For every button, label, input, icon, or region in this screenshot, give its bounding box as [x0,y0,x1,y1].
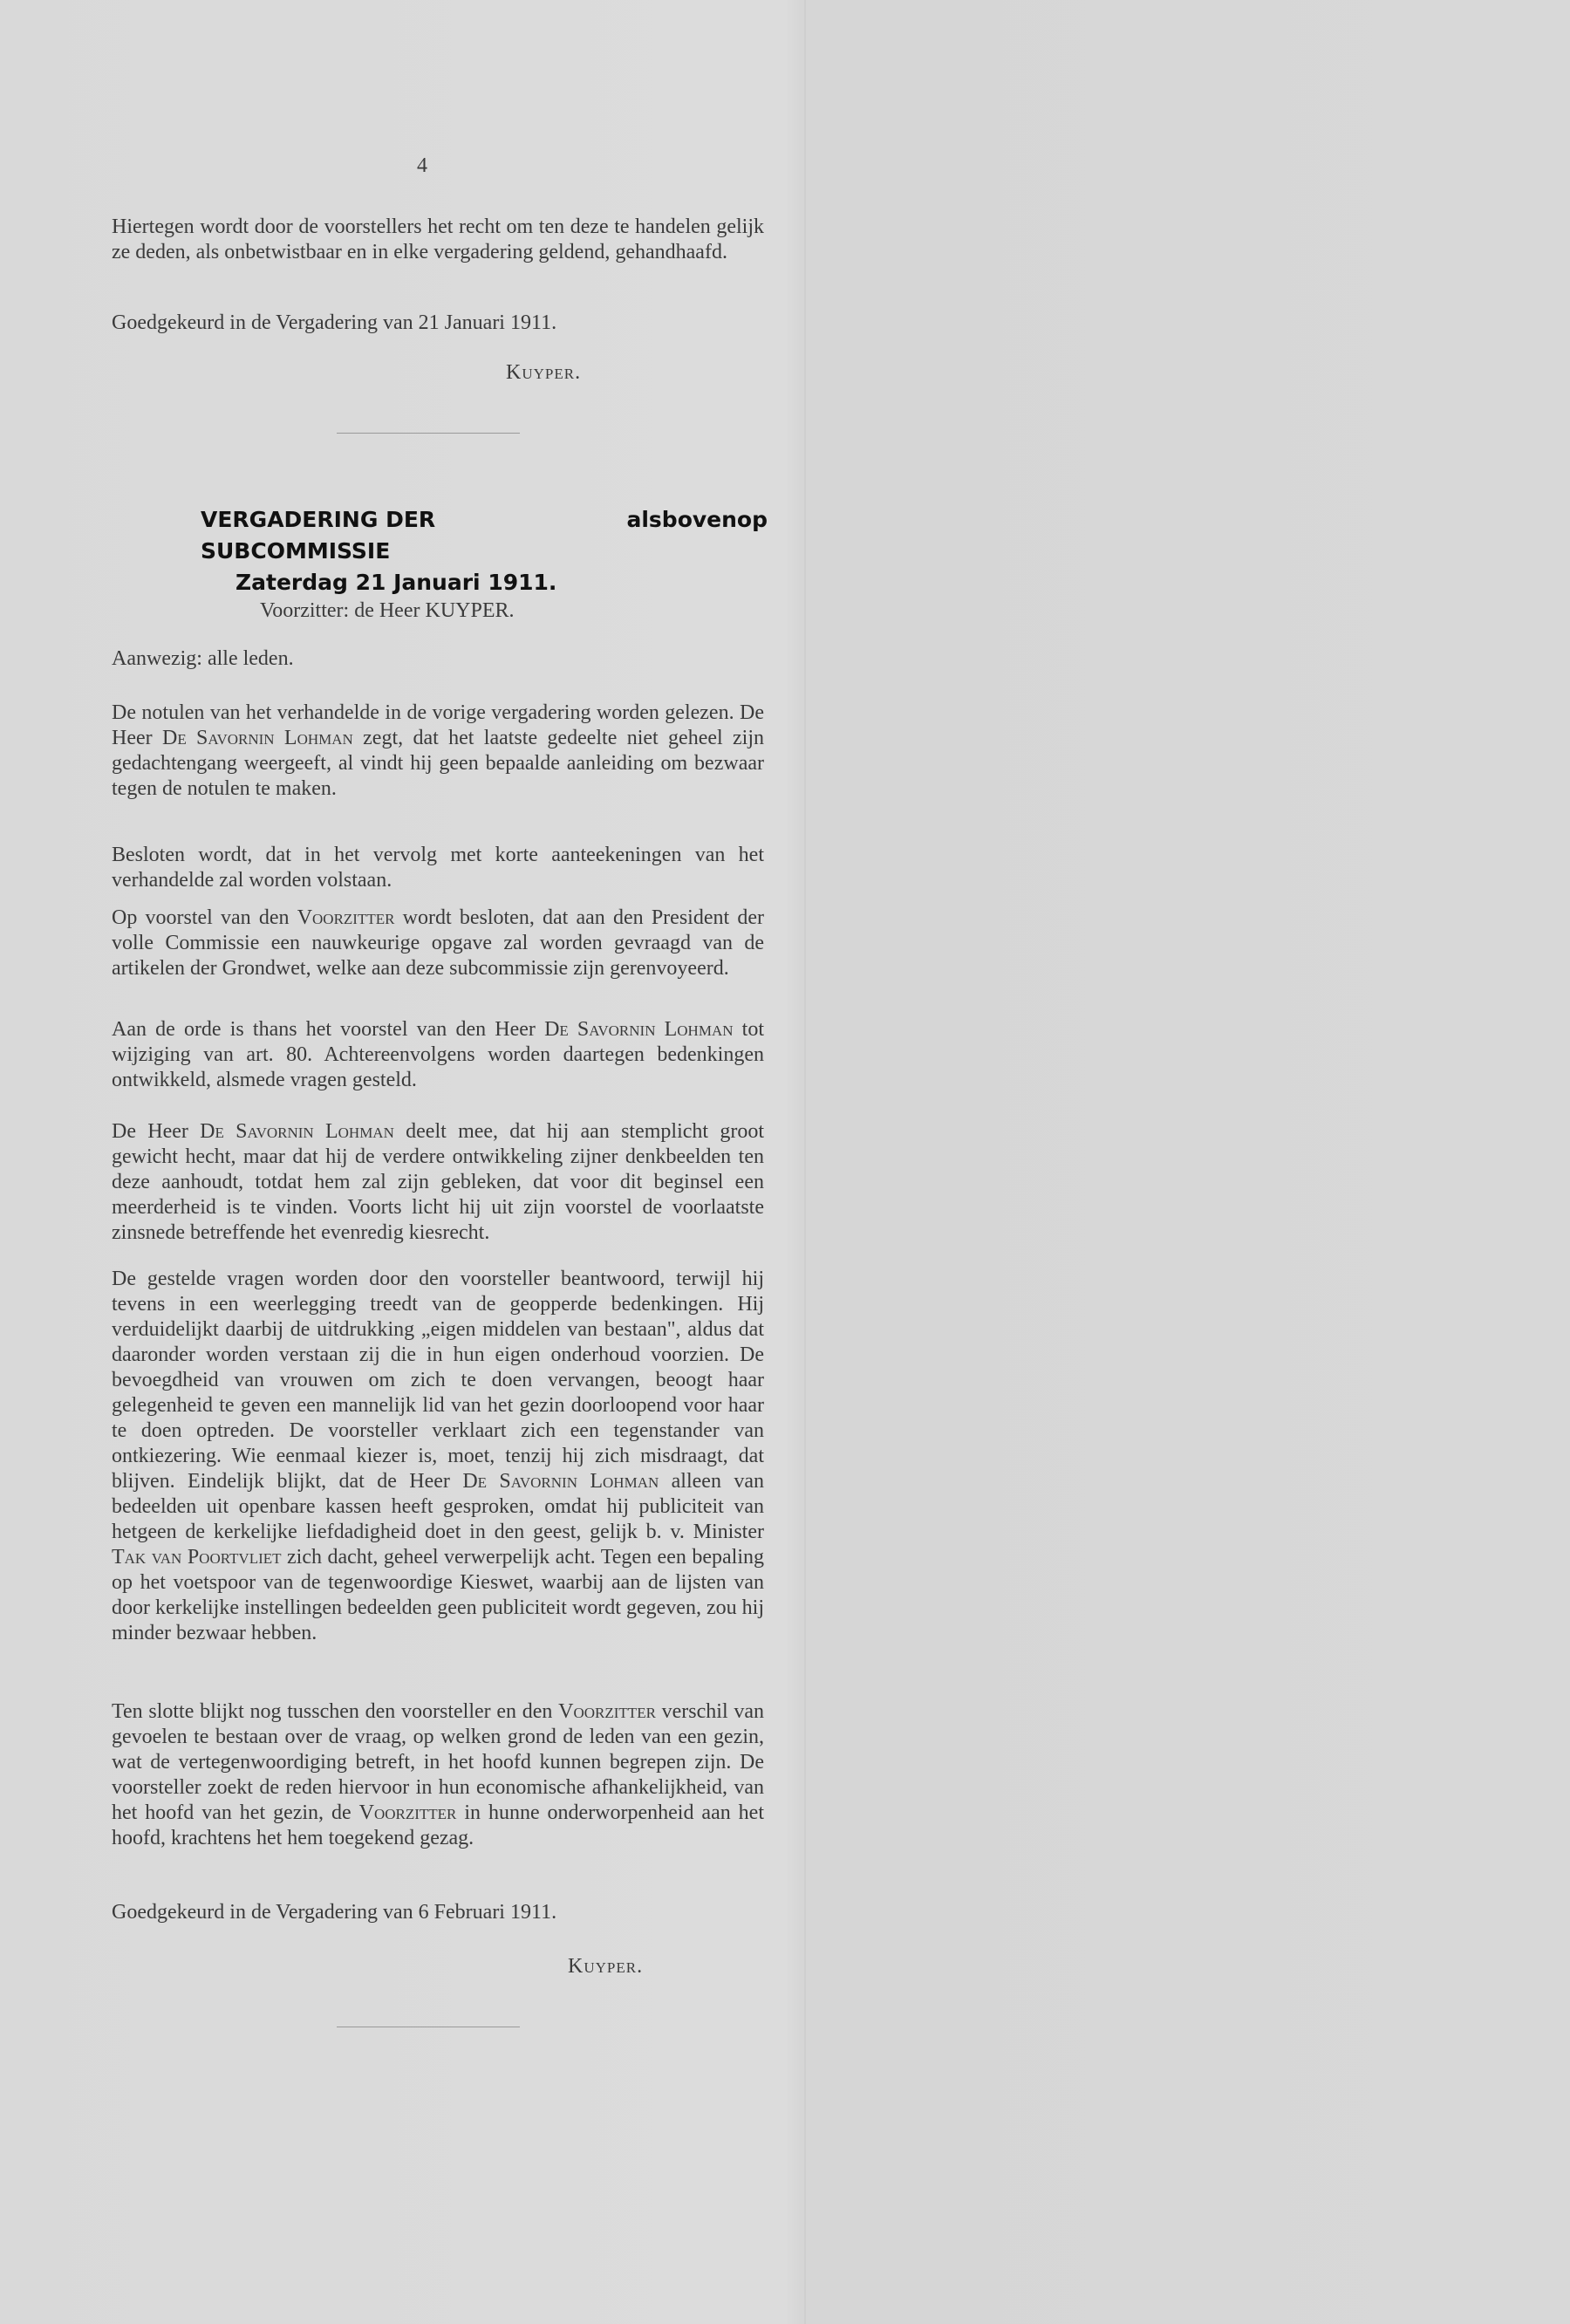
signature-2: Kuyper. [568,1955,644,1978]
p7-text-b: verschil van gevoelen te bestaan over de vraag, op welken grond de leden van een gezin, wat de vertegenwoordiging betreft, in het hoofd kunnen begrepen zijn. De voorsteller zoekt de reden hiervoor in hun economische afhankelijkheid, van het hoofd van het gezin, de [112,1700,765,1824]
p4-text-a: Aan de orde is thans het voorstel van den Heer [112,1018,545,1041]
p4-text-b: tot wijziging van art. 80. Achtereenvolgens worden daartegen bedenkingen ontwikkeld, alsmede vragen gesteld. [112,1018,765,1091]
p5-name: De Savornin Lohman [200,1120,394,1143]
p6-name-1: De Savornin Lohman [462,1470,659,1493]
section-divider-1 [337,433,520,434]
p7-name-2: Voorzitter [358,1801,457,1824]
p5-text-a: De Heer [112,1120,201,1143]
present-line: Aanwezig: alle leden. [112,647,294,670]
p3-text-a: Op voorstel van den [112,906,297,929]
heading-line2: Zaterdag 21 Januari 1911. [236,570,557,595]
p7-name-1: Voorzitter [558,1700,656,1723]
page-number: 4 [417,154,427,177]
paragraph-minutes [112,701,764,802]
heading-line1-right2: op [736,507,768,532]
heading-line1-left: VERGADERING DER SUBCOMMISSIE [201,507,436,564]
approval-line-1: Goedgekeurd in de Vergadering van 21 Januari 1911. [112,311,557,334]
p6-text-b: alleen van bedeelden uit openbare kassen heeft gesproken, omdat hij publiciteit van hetgeen de kerkelijke liefdadigheid doet in den geest, gelijk b. v. Minister [112,1470,764,1543]
p6-name-2: Tak van Poortvliet [112,1546,282,1569]
signature-1: Kuyper. [506,361,582,384]
book-spine [804,0,806,2324]
heading-line1-mid: als [626,507,662,532]
paragraph-conclusion [112,1699,764,1851]
p6-text-c: zich dacht, geheel verwerpelijk acht. Tegen een bepaling op het voetspoor van de tegenwoordige Kieswet, waarbij aan de lijsten van door kerkelijke instellingen bedeelden geen publiciteit wordt gegeven, zou hij minder bezwaar hebben. [112,1546,764,1644]
section-heading [201,504,768,598]
paragraph-answers [112,1267,764,1646]
p7-text-a: Ten slotte blijkt nog tusschen den voorsteller en den [112,1700,559,1723]
chair-line: Voorzitter: de Heer KUYPER. [260,599,515,622]
paragraph-decision: Besloten wordt, dat in het vervolg met korte aanteekeningen van het verhandelde zal worden volstaan. [112,844,764,892]
p4-name: De Savornin Lohman [544,1018,734,1041]
p1-name: De Savornin Lohman [161,727,353,749]
heading-line1-right1: boven [661,507,737,532]
p5-text-b: deelt mee, dat hij aan stemplicht groot gewicht hecht, maar dat hij de verdere ontwikkeling zijner denkbeelden ten deze aanhoudt, totdat hem zal zijn gebleken, dat voor dit beginsel een meerderheid is te vinden. Voorts licht hij uit zijn voorstel de voorlaatste zinsnede betreffende het evenredig kiesrecht. [112,1120,765,1244]
intro-paragraph: Hiertegen wordt door de voorstellers het recht om ten deze te handelen gelijk ze deden, als onbetwistbaar en in elke vergadering geldend, gehandhaafd. [112,215,764,263]
paragraph-lohman [112,1119,764,1246]
approval-line-2: Goedgekeurd in de Vergadering van 6 Februari 1911. [112,1901,557,1924]
paragraph-proposal [112,906,764,981]
p1-text-a: De notulen van het verhandelde in de vorige vergadering worden gelezen. De Heer [112,701,764,749]
p6-text-a: De gestelde vragen worden door den voorsteller beantwoord, terwijl hij tevens in een weerlegging treedt van de geopperde bedenkingen. Hij verduidelijkt daarbij de uitdrukking „eigen middelen van bestaan", aldus dat daaronder worden verstaan zij die in hun eigen onderhoud voorzien. De bevoegdheid van vrouwen om zich te doen vervangen, beoogt haar gelegenheid te geven een mannelijk lid van het gezin doorloopend voor haar te doen optreden. De voorsteller verklaart zich een tegenstander van ontkiezering. Wie eenmaal kiezer is, moet, tenzij hij zich misdraagt, dat blijven. Eindelijk blijkt, dat de Heer [112,1268,764,1493]
p3-text-b: wordt besloten, dat aan den President der volle Commissie een nauwkeurige opgave zal worden gevraagd van de artikelen der Grondwet, welke aan deze subcommissie zijn gerenvoyeerd. [112,906,764,980]
paragraph-agenda [112,1017,764,1093]
p7-text-c: in hunne onderworpenheid aan het hoofd, krachtens het hem toegekend gezag. [112,1801,764,1849]
p3-name: Voorzitter [297,906,395,929]
p1-text-b: zegt, dat het laatste gedeelte niet geheel zijn gedachtengang weergeeft, al vindt hij geen bepaalde aanleiding om bezwaar tegen de notulen te maken. [112,727,765,800]
